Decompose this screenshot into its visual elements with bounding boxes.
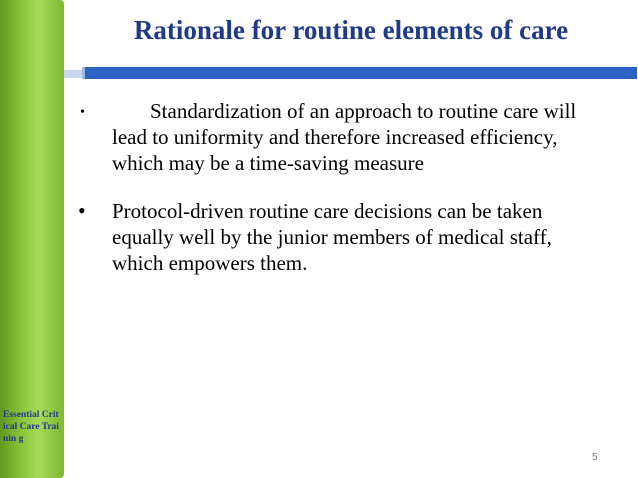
page-number: 5 (592, 452, 598, 463)
bullet-item (78, 198, 598, 276)
slide-title: Rationale for routine elements of care (133, 15, 569, 45)
bullet-mark: • (80, 105, 85, 120)
bullet-text: Standardization of an approach to routine care will lead to uniformity and therefore increased efficiency, which may be a time-saving measure (112, 99, 577, 175)
title-rule-accent (64, 70, 82, 78)
bullet-mark: • (78, 198, 86, 223)
title-rule (82, 67, 637, 79)
sidebar-band (0, 0, 64, 478)
sidebar-label: Essential Critical Care Trainin g (3, 410, 59, 444)
bullet-item (78, 98, 598, 176)
bullet-list (78, 98, 598, 276)
bullet-text: Protocol-driven routine care decisions can be taken equally well by the junior members of medical staff, which empowers them. (112, 199, 552, 275)
